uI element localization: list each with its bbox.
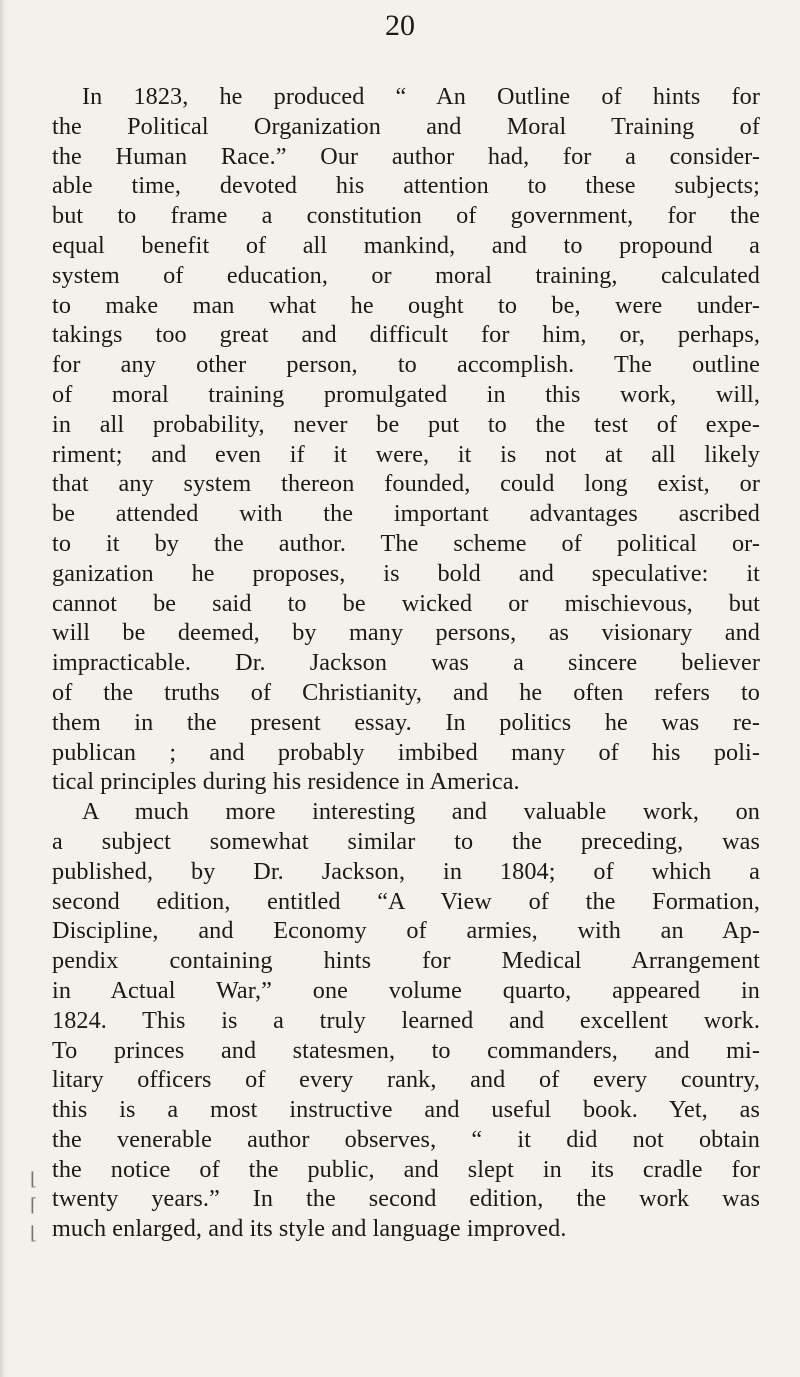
text-line: but to frame a constitution of government, for the: [52, 202, 760, 230]
margin-mark-glyph: ⌊: [30, 1223, 38, 1243]
text-line: to it by the author. The scheme of political or-: [52, 529, 760, 557]
text-line: to make man what he ought to be, were under-: [52, 291, 760, 319]
text-line: this is a most instructive and useful book. Yet, as: [52, 1096, 760, 1124]
text-line: 1824. This is a truly learned and excellent work.: [52, 1006, 760, 1034]
text-line: riment; and even if it were, it is not at all likely: [52, 440, 760, 468]
text-line: in Actual War,” one volume quarto, appeared in: [52, 976, 760, 1004]
text-line: pendix containing hints for Medical Arrangement: [52, 947, 760, 975]
body-text: [52, 82, 760, 1244]
text-line: cannot be said to be wicked or mischievous, but: [52, 589, 760, 617]
text-line: of the truths of Christianity, and he often refers to: [52, 678, 760, 706]
text-line: impracticable. Dr. Jackson was a sincere believer: [52, 649, 760, 677]
text-line: them in the present essay. In politics he was re-: [52, 708, 760, 736]
margin-ink-marks: [30, 1170, 44, 1270]
text-line: twenty years.” In the second edition, the work was: [52, 1185, 760, 1213]
text-line: of moral training promulgated in this work, will,: [52, 380, 760, 408]
margin-mark-glyph: ⌈: [30, 1195, 38, 1215]
page-number: 20: [385, 9, 415, 42]
text-line: system of education, or moral training, calculated: [52, 261, 760, 289]
text-line: the venerable author observes, “ it did not obtain: [52, 1125, 760, 1153]
page-gutter-edge: [0, 0, 6, 1377]
text-line: A much more interesting and valuable work, on: [82, 798, 760, 826]
text-line: the notice of the public, and slept in its cradle for: [52, 1155, 760, 1183]
text-line: a subject somewhat similar to the preceding, was: [52, 827, 760, 855]
text-line: able time, devoted his attention to these subjects;: [52, 172, 760, 200]
text-line: be attended with the important advantages ascribed: [52, 500, 760, 528]
text-line: equal benefit of all mankind, and to propound a: [52, 231, 760, 259]
margin-mark-glyph: ⌊: [30, 1169, 38, 1189]
text-line: takings too great and difficult for him, or, perhaps,: [52, 321, 760, 349]
text-line: second edition, entitled “A View of the Formation,: [52, 887, 760, 915]
text-line: ganization he proposes, is bold and speculative: it: [52, 559, 760, 587]
text-line: will be deemed, by many persons, as visionary and: [52, 619, 760, 647]
text-line: the Political Organization and Moral Training of: [52, 112, 760, 140]
text-line: publican ; and probably imbibed many of his poli-: [52, 738, 760, 766]
text-line: for any other person, to accomplish. The outline: [52, 351, 760, 379]
text-line: the Human Race.” Our author had, for a consider-: [52, 142, 760, 170]
text-line: much enlarged, and its style and language improved.: [52, 1215, 567, 1243]
text-line: in all probability, never be put to the test of expe-: [52, 410, 760, 438]
text-line: that any system thereon founded, could long exist, or: [52, 470, 760, 498]
text-line: In 1823, he produced “ An Outline of hints for: [82, 83, 760, 110]
text-line: Discipline, and Economy of armies, with an Ap-: [52, 917, 760, 945]
text-line: litary officers of every rank, and of every country,: [52, 1066, 760, 1094]
text-line: published, by Dr. Jackson, in 1804; of which a: [52, 857, 760, 885]
text-line: tical principles during his residence in America.: [52, 768, 520, 796]
text-line: To princes and statesmen, to commanders, and mi-: [52, 1036, 760, 1064]
